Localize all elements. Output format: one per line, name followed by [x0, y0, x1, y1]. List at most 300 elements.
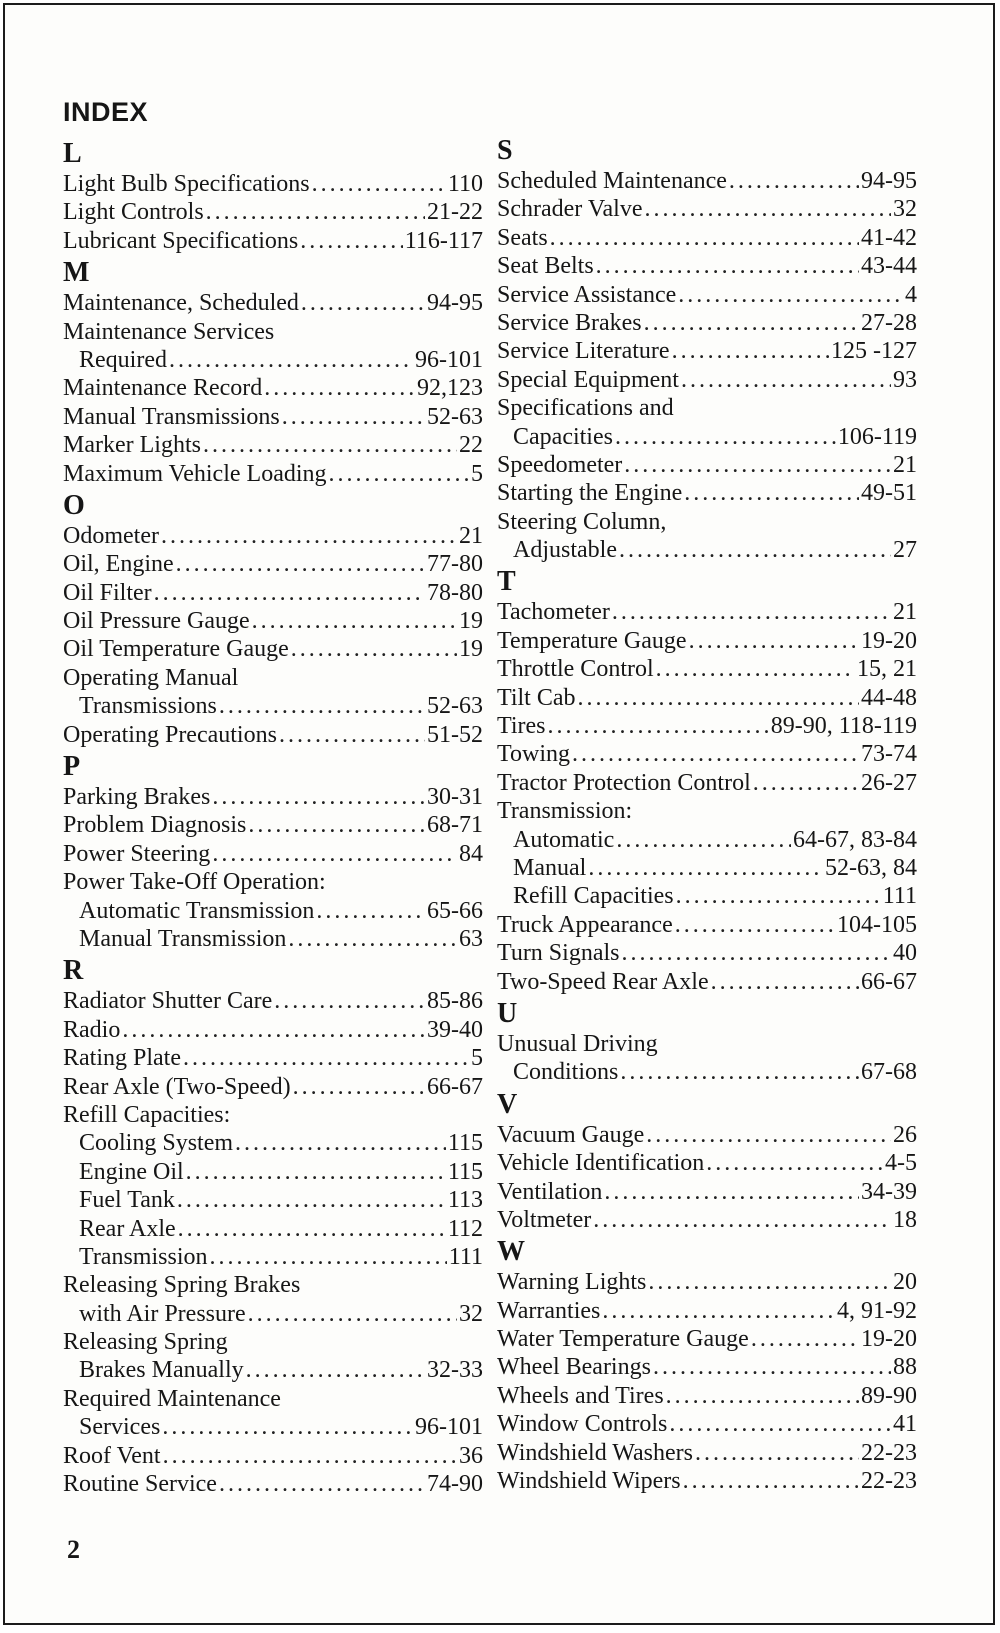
index-entry [63, 664, 483, 692]
entry-term: Rear Axle [79, 1215, 176, 1242]
index-section-l [63, 138, 483, 255]
dot-leader [604, 1178, 859, 1206]
index-entry [63, 1356, 483, 1384]
index-entry [497, 1030, 917, 1058]
entry-page-ref: 111 [882, 883, 917, 910]
index-entry [497, 1178, 917, 1206]
entry-term: Vacuum Gauge [497, 1121, 645, 1148]
entry-term: Problem Diagnosis [63, 812, 247, 839]
index-entry [63, 1271, 483, 1299]
index-entry [63, 1101, 483, 1129]
dot-leader [572, 740, 859, 768]
entry-term: Transmission [79, 1243, 208, 1270]
entry-page-ref: 78-80 [427, 579, 483, 606]
entry-term: Window Controls [497, 1411, 668, 1438]
entry-page-ref: 27 [893, 537, 917, 564]
entry-page-ref: 115 [447, 1158, 483, 1185]
entry-page-ref: 110 [447, 171, 483, 197]
dot-leader [753, 769, 859, 797]
index-entry [63, 1073, 483, 1101]
index-column-left [63, 136, 483, 1498]
entry-page-ref: 21 [893, 599, 917, 626]
entry-term: Maintenance Services [63, 318, 275, 345]
dot-leader [706, 1149, 883, 1177]
entry-term: Two-Speed Rear Axle [497, 968, 709, 995]
dot-leader [219, 1470, 425, 1498]
index-entry [497, 1268, 917, 1296]
entry-term: Voltmeter [497, 1206, 592, 1233]
entry-term: Oil Temperature Gauge [63, 636, 289, 663]
index-entry [497, 479, 917, 507]
index-entry [63, 1129, 483, 1157]
index-entry [63, 607, 483, 635]
entry-term: Seats [497, 224, 548, 251]
entry-page-ref: 66-67 [861, 968, 917, 995]
dot-leader [246, 1356, 425, 1384]
entry-page-ref: 4-5 [885, 1150, 917, 1177]
entry-page-ref: 52-63 [427, 693, 483, 720]
dot-leader [588, 854, 823, 882]
entry-page-ref: 73-74 [861, 741, 917, 768]
index-section-r [63, 955, 483, 1498]
entry-page-ref: 111 [448, 1243, 483, 1270]
index-entry [63, 1328, 483, 1356]
entry-page-ref: 20 [893, 1269, 917, 1296]
entry-page-ref: 26-27 [861, 769, 917, 796]
section-letter: T [497, 566, 516, 598]
dot-leader [684, 479, 859, 507]
index-entry [497, 366, 917, 394]
index-entry [497, 1410, 917, 1438]
index-entry [63, 1243, 483, 1271]
dot-leader [162, 1413, 413, 1441]
entry-term: Conditions [513, 1059, 619, 1086]
dot-leader [209, 1243, 446, 1271]
dot-leader [689, 627, 859, 655]
entry-term: Tilt Cab [497, 684, 576, 711]
entry-term: Maintenance, Scheduled [63, 290, 299, 317]
index-entry [63, 550, 483, 578]
entry-term: Releasing Spring [63, 1329, 228, 1356]
entry-term: Steering Column, [497, 508, 667, 535]
dot-leader [274, 987, 425, 1015]
dot-leader [329, 460, 469, 488]
page-title: INDEX [63, 97, 149, 127]
entry-term: Wheels and Tires [497, 1382, 664, 1409]
entry-term: Service Brakes [497, 309, 642, 336]
entry-term: Operating Precautions [63, 721, 277, 748]
entry-term: Maintenance Record [63, 375, 263, 402]
entry-term: Tachometer [497, 599, 610, 626]
entry-page-ref: 92,123 [417, 375, 483, 402]
index-entry [63, 374, 483, 402]
index-entry [63, 1300, 483, 1328]
dot-leader [219, 692, 425, 720]
index-entry [497, 167, 917, 195]
entry-page-ref: 88 [893, 1354, 917, 1381]
entry-page-ref: 113 [447, 1187, 483, 1214]
entry-term: Tractor Protection Control [497, 769, 751, 796]
index-entry [63, 170, 483, 198]
index-entry [497, 1467, 917, 1495]
entry-term: Manual [513, 854, 587, 881]
index-entry [497, 712, 917, 740]
dot-leader [293, 1073, 425, 1101]
index-entry [63, 431, 483, 459]
index-entry [497, 337, 917, 365]
index-entry [497, 968, 917, 996]
entry-page-ref: 96-101 [415, 1414, 483, 1441]
dot-leader [248, 1300, 457, 1328]
dot-leader [176, 550, 425, 578]
entry-term: Tires [497, 713, 546, 740]
entry-page-ref: 26 [893, 1121, 917, 1148]
dot-leader [291, 635, 457, 663]
entry-page-ref: 115 [447, 1130, 483, 1157]
index-entry [63, 403, 483, 431]
dot-leader [621, 939, 891, 967]
entry-page-ref: 94-95 [427, 290, 483, 317]
entry-page-ref: 44-48 [861, 684, 917, 711]
dot-leader [653, 1353, 891, 1381]
index-entry [63, 1470, 483, 1498]
dot-leader [154, 579, 425, 607]
index-section-m [63, 257, 483, 488]
entry-page-ref: 39-40 [427, 1016, 483, 1043]
entry-term: Transmission: [497, 798, 633, 825]
dot-leader [316, 897, 425, 925]
index-entry [497, 882, 917, 910]
index-entry [497, 252, 917, 280]
index-entry [497, 1149, 917, 1177]
entry-page-ref: 93 [893, 366, 917, 393]
entry-term: Starting the Engine [497, 480, 683, 507]
dot-leader [122, 1016, 425, 1044]
index-entry [497, 826, 917, 854]
entry-term: Automatic Transmission [79, 897, 315, 924]
dot-leader [676, 882, 881, 910]
index-entry [497, 797, 917, 825]
dot-leader [675, 911, 835, 939]
entry-term: Windshield Washers [497, 1439, 693, 1466]
index-entry [63, 289, 483, 317]
dot-leader [177, 1186, 446, 1214]
index-entry [63, 692, 483, 720]
dot-leader [547, 712, 768, 740]
dot-leader [672, 337, 829, 365]
index-entry [497, 394, 917, 422]
dot-leader [300, 227, 403, 255]
entry-term: Throttle Control [497, 656, 654, 683]
index-entry [497, 1121, 917, 1149]
dot-leader [751, 1325, 859, 1353]
dot-leader [161, 522, 457, 550]
index-entry [63, 783, 483, 811]
index-entry [497, 655, 917, 683]
entry-page-ref: 15, 21 [857, 656, 917, 683]
entry-page-ref: 21-22 [427, 199, 483, 226]
index-entry [63, 346, 483, 374]
entry-term: Warning Lights [497, 1269, 647, 1296]
entry-term: Fuel Tank [79, 1187, 175, 1214]
entry-page-ref: 94-95 [861, 168, 917, 194]
dot-leader [645, 195, 892, 223]
entry-page-ref: 89-90 [861, 1382, 917, 1409]
entry-page-ref: 32 [459, 1300, 483, 1327]
entry-page-ref: 5 [471, 460, 483, 487]
entry-term: Ventilation [497, 1178, 603, 1205]
section-letter: O [63, 489, 85, 521]
entry-term: Odometer [63, 522, 159, 549]
dot-leader [619, 536, 891, 564]
entry-term: Releasing Spring Brakes [63, 1272, 301, 1299]
entry-page-ref: 21 [893, 451, 917, 478]
index-entry [63, 1413, 483, 1441]
dot-leader [602, 1297, 835, 1325]
dot-leader [550, 224, 859, 252]
entry-term: Adjustable [513, 537, 617, 564]
entry-page-ref: 21 [459, 522, 483, 549]
entry-term: Scheduled Maintenance [497, 168, 727, 194]
dot-leader [186, 1158, 446, 1186]
entry-page-ref: 84 [459, 840, 483, 867]
entry-term: Oil Filter [63, 579, 152, 606]
entry-page-ref: 22-23 [861, 1439, 917, 1466]
index-entry [63, 840, 483, 868]
entry-term: Maximum Vehicle Loading [63, 460, 327, 487]
dot-leader [288, 925, 457, 953]
entry-term: Temperature Gauge [497, 627, 687, 654]
entry-term: Refill Capacities: [63, 1101, 231, 1128]
entry-term: Special Equipment [497, 366, 679, 393]
index-section-v [497, 1089, 917, 1235]
section-letter: R [63, 955, 84, 987]
entry-page-ref: 5 [471, 1045, 483, 1072]
entry-term: Brakes Manually [79, 1357, 244, 1384]
entry-page-ref: 65-66 [427, 897, 483, 924]
index-entry [63, 1442, 483, 1470]
entry-term: Transmissions [79, 693, 217, 720]
dot-leader [169, 346, 413, 374]
entry-term: Routine Service [63, 1471, 217, 1498]
entry-term: Marker Lights [63, 432, 201, 459]
entry-term: Specifications and [497, 395, 674, 422]
entry-term: Rear Axle (Two-Speed) [63, 1073, 291, 1100]
index-entry [497, 451, 917, 479]
index-entry [497, 1297, 917, 1325]
entry-term: Towing [497, 741, 570, 768]
entry-term: Light Controls [63, 199, 204, 226]
entry-term: Light Bulb Specifications [63, 171, 310, 197]
dot-leader [235, 1129, 446, 1157]
index-entry [63, 198, 483, 226]
entry-term: Speedometer [497, 451, 623, 478]
dot-leader [624, 451, 891, 479]
index-page [3, 3, 995, 1625]
index-entry [497, 1382, 917, 1410]
index-entry [63, 721, 483, 749]
entry-page-ref: 19 [459, 636, 483, 663]
entry-term: Windshield Wipers [497, 1468, 681, 1495]
entry-term: Cooling System [79, 1130, 234, 1157]
entry-page-ref: 52-63, 84 [825, 854, 917, 881]
entry-term: Rating Plate [63, 1045, 181, 1072]
section-letter: W [497, 1236, 525, 1268]
entry-term: Vehicle Identification [497, 1150, 705, 1177]
index-entry [497, 911, 917, 939]
index-entry [497, 224, 917, 252]
entry-page-ref: 18 [893, 1206, 917, 1233]
dot-leader [695, 1439, 859, 1467]
index-entry [63, 1158, 483, 1186]
section-letter: M [63, 257, 90, 289]
index-entry [63, 1016, 483, 1044]
entry-term: Lubricant Specifications [63, 227, 299, 254]
index-entry [497, 423, 917, 451]
index-entry [497, 627, 917, 655]
entry-term: Required Maintenance [63, 1385, 281, 1412]
index-entry [63, 925, 483, 953]
dot-leader [678, 281, 903, 309]
entry-page-ref: 19-20 [861, 1326, 917, 1353]
entry-term: Schrader Valve [497, 196, 643, 223]
index-entry [497, 1439, 917, 1467]
dot-leader [577, 684, 859, 712]
dot-leader [212, 840, 457, 868]
dot-leader [683, 1467, 859, 1495]
entry-term: Operating Manual [63, 664, 239, 691]
index-entry [497, 195, 917, 223]
entry-page-ref: 74-90 [427, 1471, 483, 1498]
dot-leader [644, 309, 859, 337]
dot-leader [616, 826, 791, 854]
index-entry [497, 684, 917, 712]
entry-term: Manual Transmission [79, 925, 287, 952]
index-entry [63, 811, 483, 839]
entry-term: Roof Vent [63, 1442, 161, 1469]
entry-term: Engine Oil [79, 1158, 184, 1185]
entry-page-ref: 40 [893, 940, 917, 967]
dot-leader [264, 374, 415, 402]
dot-leader [178, 1215, 446, 1243]
entry-page-ref: 77-80 [427, 551, 483, 578]
dot-leader [620, 1058, 859, 1086]
dot-leader [312, 170, 446, 198]
entry-page-ref: 41 [893, 1411, 917, 1438]
index-entry [497, 309, 917, 337]
index-entry [63, 868, 483, 896]
entry-term: Power Take-Off Operation: [63, 869, 326, 896]
entry-page-ref: 27-28 [861, 309, 917, 336]
dot-leader [279, 721, 425, 749]
index-entry [497, 598, 917, 626]
entry-page-ref: 49-51 [861, 480, 917, 507]
dot-leader [666, 1382, 859, 1410]
entry-page-ref: 4 [905, 281, 917, 308]
entry-page-ref: 125 -127 [831, 338, 917, 365]
dot-leader [183, 1044, 469, 1072]
entry-page-ref: 34-39 [861, 1178, 917, 1205]
dot-leader [248, 811, 425, 839]
section-letter: L [63, 138, 82, 169]
entry-term: Oil Pressure Gauge [63, 608, 250, 635]
entry-page-ref: 112 [447, 1215, 483, 1242]
index-section-p [63, 751, 483, 953]
entry-term: Automatic [513, 826, 615, 853]
index-entry [63, 227, 483, 255]
entry-term: Radiator Shutter Care [63, 988, 273, 1015]
section-letter: U [497, 997, 518, 1029]
entry-page-ref: 96-101 [415, 346, 483, 373]
entry-page-ref: 4, 91-92 [837, 1297, 917, 1324]
dot-leader [612, 598, 891, 626]
entry-term: Turn Signals [497, 940, 620, 967]
index-entry [63, 897, 483, 925]
index-entry [497, 1353, 917, 1381]
index-entry [497, 1058, 917, 1086]
index-entry [497, 1206, 917, 1234]
index-entry [63, 1044, 483, 1072]
dot-leader [648, 1268, 891, 1296]
entry-term: Wheel Bearings [497, 1354, 651, 1381]
index-entry [497, 854, 917, 882]
index-entry [63, 1215, 483, 1243]
entry-term: Service Literature [497, 338, 670, 365]
entry-page-ref: 52-63 [427, 403, 483, 430]
entry-page-ref: 19 [459, 608, 483, 635]
entry-page-ref: 116-117 [404, 227, 483, 254]
dot-leader [163, 1442, 457, 1470]
section-letter: P [63, 751, 81, 783]
dot-leader [596, 252, 859, 280]
index-entry [63, 579, 483, 607]
entry-page-ref: 67-68 [861, 1059, 917, 1086]
index-entry [497, 939, 917, 967]
entry-term: Manual Transmissions [63, 403, 280, 430]
entry-page-ref: 41-42 [861, 224, 917, 251]
entry-term: Service Assistance [497, 281, 677, 308]
entry-term: Parking Brakes [63, 784, 211, 811]
entry-term: Refill Capacities [513, 883, 674, 910]
entry-page-ref: 19-20 [861, 627, 917, 654]
entry-page-ref: 32-33 [427, 1357, 483, 1384]
dot-leader [593, 1206, 891, 1234]
entry-page-ref: 64-67, 83-84 [793, 826, 917, 853]
entry-term: Oil, Engine [63, 551, 174, 578]
dot-leader [656, 655, 855, 683]
entry-term: Truck Appearance [497, 911, 673, 938]
entry-page-ref: 89-90, 118-119 [770, 713, 917, 740]
entry-page-ref: 22-23 [861, 1468, 917, 1495]
entry-page-ref: 63 [459, 925, 483, 952]
entry-page-ref: 36 [459, 1442, 483, 1469]
entry-page-ref: 106-119 [837, 423, 917, 450]
entry-term: Unusual Driving [497, 1030, 658, 1057]
entry-term: Water Temperature Gauge [497, 1326, 749, 1353]
dot-leader [203, 431, 457, 459]
dot-leader [282, 403, 425, 431]
index-entry [497, 508, 917, 536]
dot-leader [729, 167, 859, 195]
index-column-right [497, 133, 917, 1495]
dot-leader [681, 366, 891, 394]
index-section-s [497, 135, 917, 564]
index-entry [63, 987, 483, 1015]
index-entry [63, 460, 483, 488]
entry-page-ref: 85-86 [427, 988, 483, 1015]
entry-page-ref: 30-31 [427, 784, 483, 811]
index-entry [63, 635, 483, 663]
